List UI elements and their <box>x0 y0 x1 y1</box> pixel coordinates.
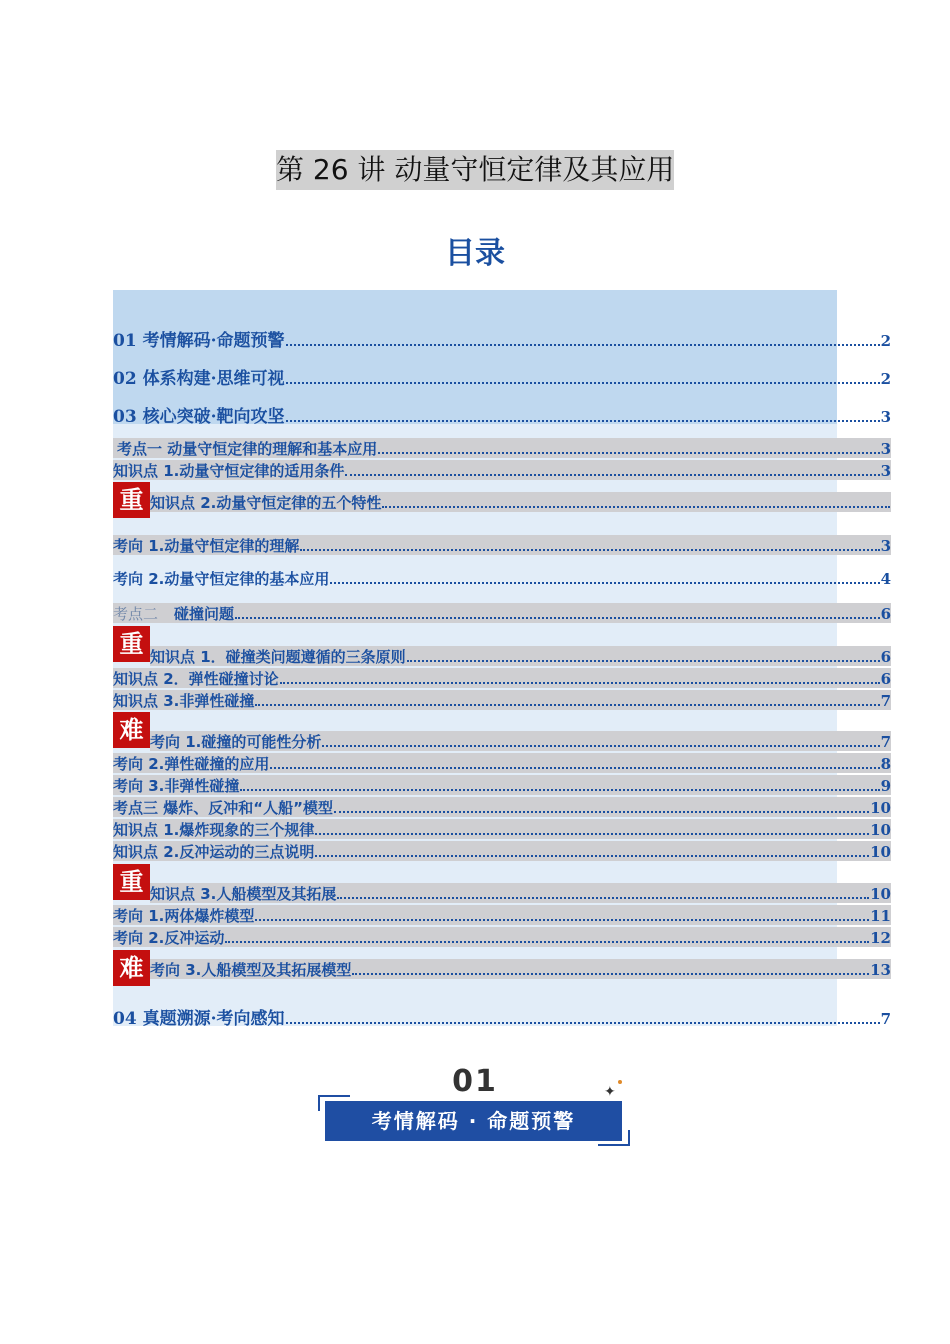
toc-heading: 目录 <box>445 236 505 271</box>
sparkle-icon: ✦ <box>604 1084 616 1100</box>
toc-entry[interactable] <box>113 364 891 388</box>
toc-entry-label: 考向 1.碰撞的可能性分析 <box>150 733 322 751</box>
toc-entry-label: 考向 3.人船模型及其拓展模型 <box>150 961 352 979</box>
toc-entry[interactable] <box>113 775 891 795</box>
dot-icon <box>618 1080 622 1084</box>
toc-entry[interactable] <box>113 927 891 947</box>
section-banner: 考情解码 · 命题预警 <box>325 1101 622 1141</box>
toc-entry-label: 知识点 1．碰撞类问题遵循的三条原则 <box>150 648 406 666</box>
toc-entry-label: 考向 1.动量守恒定律的理解 <box>113 537 300 555</box>
toc-entry-prefix: 考点二 <box>113 605 159 623</box>
toc-entry-label: 01 考情解码·命题预警 <box>113 331 285 351</box>
key-point-badge: 重 <box>113 864 150 900</box>
toc-entry-page: 8 <box>880 755 891 773</box>
toc-entry-page: 10 <box>870 799 891 817</box>
toc-entry[interactable] <box>113 326 891 350</box>
toc-entry-label: 考点三 爆炸、反冲和“人船”模型 <box>113 799 333 817</box>
difficult-point-badge: 难 <box>113 950 150 986</box>
toc-entry[interactable] <box>113 668 891 688</box>
toc-entry[interactable] <box>113 438 891 458</box>
toc-entry-page: 12 <box>870 929 891 947</box>
toc-entry-label: 知识点 2.动量守恒定律的五个特性 <box>150 494 382 512</box>
toc-entry-label: 知识点 1.动量守恒定律的适用条件 <box>113 462 345 480</box>
toc-entry-page: 2 <box>880 332 891 350</box>
difficult-point-badge: 难 <box>113 712 150 748</box>
toc-entry-label: 考向 2.反冲运动 <box>113 929 225 947</box>
toc-entry-label: 知识点 2．弹性碰撞讨论 <box>113 670 279 688</box>
toc-entry-page: 7 <box>880 1010 891 1028</box>
toc-entry[interactable] <box>113 603 891 623</box>
toc-entry[interactable] <box>113 402 891 426</box>
toc-entry-page: 3 <box>880 462 891 480</box>
toc-entry[interactable] <box>113 535 891 555</box>
page-title: 第 26 讲 动量守恒定律及其应用 <box>276 150 674 190</box>
toc-entry-page: 2 <box>880 370 891 388</box>
toc-entry[interactable] <box>113 797 891 817</box>
toc-entry-label: 考向 3.非弹性碰撞 <box>113 777 240 795</box>
toc-entry[interactable] <box>113 819 891 839</box>
toc-entry[interactable] <box>113 690 891 710</box>
toc-entry-label: 知识点 2.反冲运动的三点说明 <box>113 843 315 861</box>
toc-entry[interactable] <box>113 841 891 861</box>
toc-entry-page: 13 <box>870 961 891 979</box>
toc-entry[interactable] <box>150 646 891 666</box>
toc-entry[interactable] <box>113 753 891 773</box>
toc-entry-label: 考向 2.动量守恒定律的基本应用 <box>113 570 330 588</box>
toc-entry-label: 02 体系构建·思维可视 <box>113 369 285 389</box>
key-point-badge: 重 <box>113 626 150 662</box>
toc-entry-page: 3 <box>880 440 891 458</box>
toc-entry-page: 6 <box>880 605 891 623</box>
toc-entry-page: 11 <box>870 907 891 925</box>
toc-entry[interactable] <box>150 883 891 903</box>
toc-entry-page: 4 <box>880 570 891 588</box>
toc-entry-label: 考点一 动量守恒定律的理解和基本应用 <box>117 440 378 458</box>
toc-entry-page: 10 <box>870 843 891 861</box>
toc-entry-label: 知识点 3.非弹性碰撞 <box>113 692 255 710</box>
toc-entry[interactable] <box>150 959 891 979</box>
toc-entry-page: 10 <box>870 885 891 903</box>
toc-entry-page: 10 <box>870 821 891 839</box>
toc-entry-label: 03 核心突破·靶向攻坚 <box>113 407 285 427</box>
toc-entry[interactable] <box>113 905 891 925</box>
toc-entry-label: 考向 2.弹性碰撞的应用 <box>113 755 270 773</box>
toc-entry[interactable] <box>113 1004 891 1028</box>
toc-entry[interactable] <box>150 492 891 512</box>
toc-entry-label: 考向 1.两体爆炸模型 <box>113 907 255 925</box>
toc-entry-page: 6 <box>880 648 891 666</box>
toc-entry-page: 7 <box>880 733 891 751</box>
toc-entry[interactable] <box>113 460 891 480</box>
toc-entry-page: 3 <box>880 537 891 555</box>
toc-entry-label: 知识点 1.爆炸现象的三个规律 <box>113 821 315 839</box>
toc-entry-page: 7 <box>880 692 891 710</box>
toc-entry[interactable] <box>150 731 891 751</box>
toc-entry[interactable] <box>113 568 891 588</box>
toc-entry-label: 04 真题溯源·考向感知 <box>113 1009 285 1029</box>
section-number: 01 <box>452 1064 498 1099</box>
toc-entry-label: 知识点 3.人船模型及其拓展 <box>150 885 337 903</box>
toc-entry-page: 3 <box>880 408 891 426</box>
toc-entry-label: 碰撞问题 <box>174 605 235 623</box>
toc-entry-page: 6 <box>880 670 891 688</box>
toc-entry-page: 9 <box>880 777 891 795</box>
key-point-badge: 重 <box>113 482 150 518</box>
